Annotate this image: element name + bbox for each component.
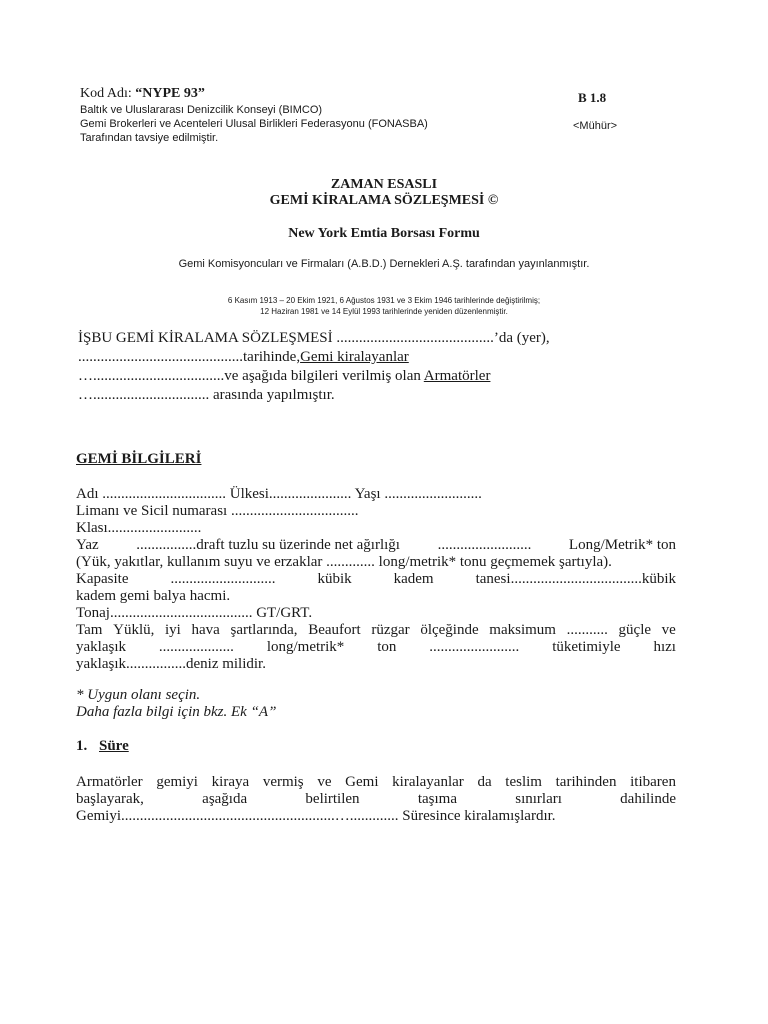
clause-word: teslim bbox=[505, 774, 542, 790]
clause-number: 1. bbox=[76, 738, 88, 754]
clause-word: aşağıda bbox=[202, 791, 248, 807]
clause-1-line-1 bbox=[76, 774, 676, 791]
speed-word: iyi bbox=[165, 622, 181, 638]
title-line-2: GEMİ KİRALAMA SÖZLEŞMESİ © bbox=[269, 193, 499, 208]
speed-word: ton bbox=[377, 639, 397, 655]
owners-label: Armatörler bbox=[423, 368, 491, 384]
speed-word: Beaufort bbox=[308, 622, 361, 638]
speed-word: Tam bbox=[76, 622, 103, 638]
clause-word: belirtilen bbox=[305, 791, 360, 807]
clause-title: Süre bbox=[99, 738, 129, 754]
header-line-bimco: Baltık ve Uluslararası Denizcilik Konseyi (BIMCO) bbox=[80, 104, 323, 116]
clause-word: Armatörler bbox=[76, 774, 143, 790]
agreement-charterers-blank: …...................................ve aşağıda bilgileri verilmiş olan bbox=[78, 368, 424, 384]
agreement-line-2 bbox=[78, 349, 409, 366]
dw-word: ......................... bbox=[437, 537, 532, 553]
document-ref: B 1.8 bbox=[578, 90, 607, 105]
clause-1-heading bbox=[76, 738, 129, 755]
clause-word: tarihinden bbox=[555, 774, 617, 790]
speed-word: long/metrik* bbox=[266, 639, 345, 655]
revision-line-1: 6 Kasım 1913 – 20 Ekim 1921, 6 Ağustos 1931 ve 3 Ekim 1946 tarihlerinde değiştirilmiş; bbox=[227, 296, 541, 305]
agreement-place-blank: İŞBU GEMİ KİRALAMA SÖZLEŞMESİ .......................................... bbox=[78, 330, 494, 346]
clause-word: başlayarak, bbox=[76, 791, 144, 807]
cap-word: Kapasite bbox=[76, 571, 129, 587]
clause-word: sınırları bbox=[515, 791, 562, 807]
vessel-class-line: Klası......................... bbox=[76, 520, 202, 536]
revision-line-2: 12 Haziran 1981 ve 14 Eylül 1993 tarihlerinde yeniden düzenlenmiştir. bbox=[260, 307, 508, 316]
agreement-place-label: ’da (yer), bbox=[493, 330, 550, 346]
clause-word: vermiş bbox=[262, 774, 304, 790]
speed-word: tüketimiyle bbox=[552, 639, 621, 655]
clause-1-line-3: Gemiyi.........................................................…............. Süresince kiralamışlardır. bbox=[76, 808, 556, 824]
cap-word: kübik bbox=[317, 571, 352, 587]
vessel-deadweight-cond-line: (Yük, yakıtlar, kullanım suyu ve erzaklar ............. long/metrik* tonu geçmemek şartıyla). bbox=[76, 554, 612, 570]
speed-word: Yüklü, bbox=[113, 622, 155, 638]
clause-word: kiraya bbox=[211, 774, 250, 790]
speed-word: ve bbox=[661, 622, 676, 638]
cap-word: ............................ bbox=[170, 571, 276, 587]
note-see-appendix: Daha fazla bilgi için bkz. Ek “A” bbox=[76, 704, 277, 720]
dw-word: Yaz bbox=[76, 537, 99, 553]
clause-word: da bbox=[477, 774, 492, 790]
cap-word: kadem bbox=[393, 571, 434, 587]
agreement-line-3 bbox=[78, 368, 490, 385]
vessel-section-heading: GEMİ BİLGİLERİ bbox=[76, 451, 202, 467]
code-name-value: “NYPE 93” bbox=[135, 86, 205, 101]
header-line-recommended: Tarafından tavsiye edilmiştir. bbox=[80, 132, 219, 144]
charterers-label: Gemi kiralayanlar bbox=[300, 349, 409, 365]
clause-word: itibaren bbox=[630, 774, 676, 790]
speed-word: hızı bbox=[653, 639, 676, 655]
header-line-fonasba: Gemi Brokerleri ve Acenteleri Ulusal Birlikleri Federasyonu (FONASBA) bbox=[80, 118, 428, 130]
agreement-line-1 bbox=[78, 330, 550, 347]
agreement-line-4: …............................... arasında yapılmıştır. bbox=[78, 387, 335, 403]
clause-word: dahilinde bbox=[620, 791, 676, 807]
vessel-name-line: Adı ................................. Ülkesi...................... Yaşı .......................... bbox=[76, 486, 482, 502]
form-title: New York Emtia Borsası Formu bbox=[288, 226, 480, 241]
speed-word: ölçeğinde bbox=[420, 622, 479, 638]
speed-word: şartlarında, bbox=[230, 622, 298, 638]
speed-word: rüzgar bbox=[371, 622, 410, 638]
speed-word: yaklaşık bbox=[76, 639, 126, 655]
publisher-line: Gemi Komisyoncuları ve Firmaları (A.B.D.) Dernekleri A.Ş. tarafından yayınlanmıştır. bbox=[178, 258, 590, 270]
title-line-1: ZAMAN ESASLI bbox=[330, 177, 438, 192]
speed-word: hava bbox=[191, 622, 220, 638]
vessel-tonnage-line: Tonaj...................................... GT/GRT. bbox=[76, 605, 313, 621]
speed-word: .................... bbox=[158, 639, 234, 655]
vessel-capacity-line bbox=[76, 571, 676, 588]
clause-word: Gemi bbox=[345, 774, 379, 790]
clause-word: kiralayanlar bbox=[392, 774, 464, 790]
vessel-capacity-line-2: kadem gemi balya hacmi. bbox=[76, 588, 231, 604]
agreement-date-blank: ............................................tarihinde, bbox=[78, 349, 301, 365]
note-select-applicable: * Uygun olanı seçin. bbox=[76, 687, 201, 703]
dw-word: Long/Metrik* ton bbox=[568, 537, 676, 553]
vessel-speed-line-1 bbox=[76, 622, 676, 639]
code-name-line bbox=[80, 86, 205, 102]
cap-word: tanesi...................................kübik bbox=[475, 571, 676, 587]
seal-placeholder: <Mühür> bbox=[573, 120, 618, 132]
vessel-speed-line-3: yaklaşık................deniz milidir. bbox=[76, 656, 266, 672]
vessel-deadweight-line bbox=[76, 537, 676, 554]
vessel-port-line: Limanı ve Sicil numarası .................................. bbox=[76, 503, 359, 519]
speed-word: ........... bbox=[566, 622, 608, 638]
speed-word: güçle bbox=[618, 622, 652, 638]
clause-word: taşıma bbox=[417, 791, 457, 807]
vessel-speed-line-2 bbox=[76, 639, 676, 656]
code-name-label: Kod Adı: bbox=[80, 86, 136, 101]
clause-word: ve bbox=[317, 774, 332, 790]
clause-1-line-2 bbox=[76, 791, 676, 808]
dw-word: ................draft tuzlu su üzerinde net ağırlığı bbox=[136, 537, 400, 553]
speed-word: ........................ bbox=[429, 639, 520, 655]
speed-word: maksimum bbox=[489, 622, 556, 638]
clause-word: gemiyi bbox=[156, 774, 198, 790]
